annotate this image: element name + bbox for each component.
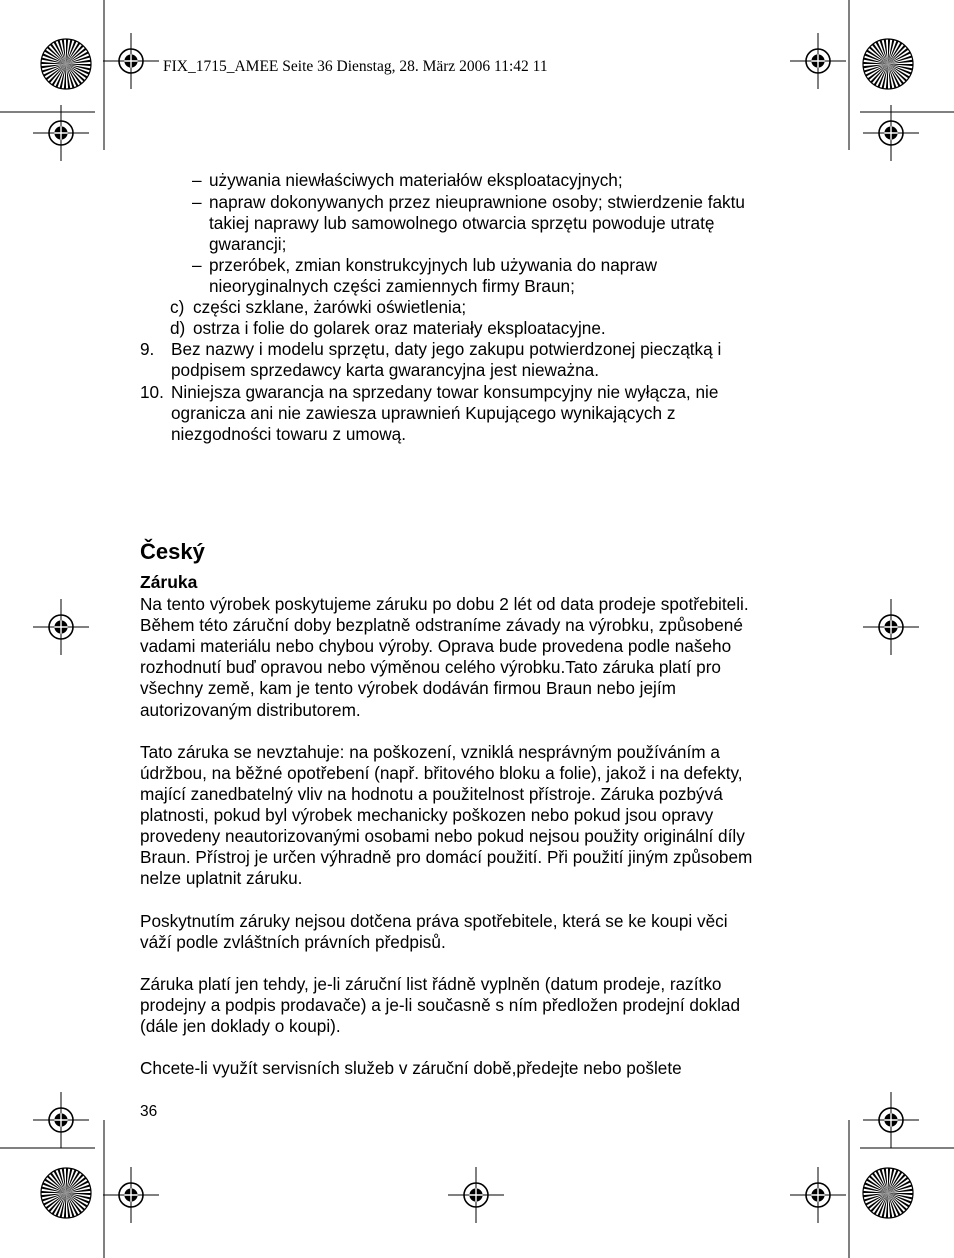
paragraph-line: Na tento výrobek poskytujeme záruku po dobu 2 lét od data prodeje spotřebiteli.: [140, 594, 749, 614]
list-marker: 10.: [140, 382, 164, 402]
list-marker: –: [192, 192, 202, 212]
paragraph-line: údržbou, na běžné opotřebení (např. břitového bloku a folie), jakož i na defekty,: [140, 762, 743, 783]
paragraph-line: prodejny a podpis prodavače) a je-li současně s ním předložen prodejní doklad: [140, 994, 741, 1015]
paragraph-line: Braun. Přístroj je určen výhradně pro domácí použití. Při použití jiným způsobem: [140, 847, 753, 868]
list-item-text: takiej naprawy lub samowolnego otwarcia sprzętu powoduje utratę: [209, 213, 715, 233]
list-item-text: przeróbek, zmian konstrukcyjnych lub używania do napraw: [209, 255, 658, 275]
list-marker: –: [192, 170, 202, 190]
registration-mark: [103, 1167, 159, 1223]
paragraph-line: váží podle zvláštních právních předpisů.: [140, 931, 446, 952]
paragraph-line: Záruka platí jen tehdy, je-li záruční list řádně vyplněn (datum prodeje, razítko: [140, 973, 722, 994]
registration-mark: [33, 1092, 89, 1148]
starburst-mark: [41, 39, 91, 89]
paragraph-line: Chcete-li využít servisních služeb v záruční době,předejte nebo pošlete: [140, 1058, 682, 1079]
list-item-text: podpisem sprzedawcy karta gwarancyjna jest nieważna.: [171, 360, 599, 380]
page-number: 36: [140, 1103, 158, 1120]
paragraph-line: platnosti, pokud byl výrobek mechanicky poškozen nebo pokud jsou opravy: [140, 805, 714, 825]
list-marker: c): [170, 297, 185, 317]
list-item-text: części szklane, żarówki oświetlenia;: [193, 297, 467, 317]
list-item-text: nieoryginalnych części zamiennych firmy Braun;: [209, 276, 575, 296]
list-item-text: Niniejsza gwarancja na sprzedany towar konsumpcyjny nie wyłącza, nie: [171, 382, 719, 402]
list-item-text: ostrza i folie do golarek oraz materiały eksploatacyjne.: [193, 318, 606, 338]
list-item-text: napraw dokonywanych przez nieuprawnione osoby; stwierdzenie faktu: [209, 192, 745, 212]
paragraph-line: mající zanedbatelný vliv na hodnotu a použitelnost přístroje. Záruka pozbývá: [140, 783, 723, 804]
paragraph-line: všechny země, kam je tento výrobek dodáván firmou Braun nebo jejím: [140, 678, 676, 699]
paragraph-line: rozhodnutí buď opravou nebo výměnou celého výrobku.Tato záruka platí pro: [140, 657, 721, 678]
list-marker: –: [192, 255, 202, 275]
registration-mark: [448, 1167, 504, 1223]
paragraph-line: provedeny neautorizovanými osobami nebo pokud nejsou použity originální díly: [140, 826, 745, 847]
list-item-text: gwarancji;: [209, 234, 287, 254]
paragraph-line: Poskytnutím záruky nejsou dotčena práva spotřebitele, která se ke koupi věci: [140, 910, 728, 931]
starburst-mark: [41, 1168, 91, 1218]
registration-mark: [790, 33, 846, 89]
paragraph-line: Tato záruka se nevztahuje: na poškození, vzniklá nesprávným používáním a: [140, 741, 720, 762]
starburst-mark: [863, 1168, 913, 1218]
list-item-text: niezgodności towaru z umową.: [171, 424, 407, 444]
registration-mark: [33, 105, 89, 161]
registration-mark: [33, 599, 89, 655]
print-slug: FIX_1715_AMEE Seite 36 Dienstag, 28. März 2006 11:42 11: [163, 58, 548, 75]
list-marker: d): [170, 318, 186, 338]
starburst-mark: [863, 39, 913, 89]
registration-mark: [790, 1167, 846, 1223]
paragraph-line: Během této záruční doby bezplatně odstraníme závady na výrobku, způsobené: [140, 615, 743, 636]
list-item-text: Bez nazwy i modelu sprzętu, daty jego zakupu potwierdzonej pieczątką i: [171, 339, 722, 359]
registration-mark: [863, 1092, 919, 1148]
paragraph-line: (dále jen doklady o koupi).: [140, 1016, 341, 1036]
list-item-text: ogranicza ani nie zawiesza uprawnień Kupującego wynikających z: [171, 403, 676, 423]
registration-mark: [863, 599, 919, 655]
paragraph-line: nelze uplatnit záruku.: [140, 868, 303, 889]
list-item-text: używania niewłaściwych materiałów eksploatacyjnych;: [209, 170, 623, 190]
list-marker: 9.: [140, 339, 155, 359]
section-subtitle: Záruka: [140, 572, 198, 592]
section-title: Český: [140, 539, 205, 564]
registration-mark: [103, 33, 159, 89]
paragraph-line: autorizovaným distributorem.: [140, 699, 361, 720]
paragraph-line: vadami materiálu nebo chybou výroby. Oprava bude provedena podle našeho: [140, 636, 732, 657]
registration-mark: [863, 105, 919, 161]
